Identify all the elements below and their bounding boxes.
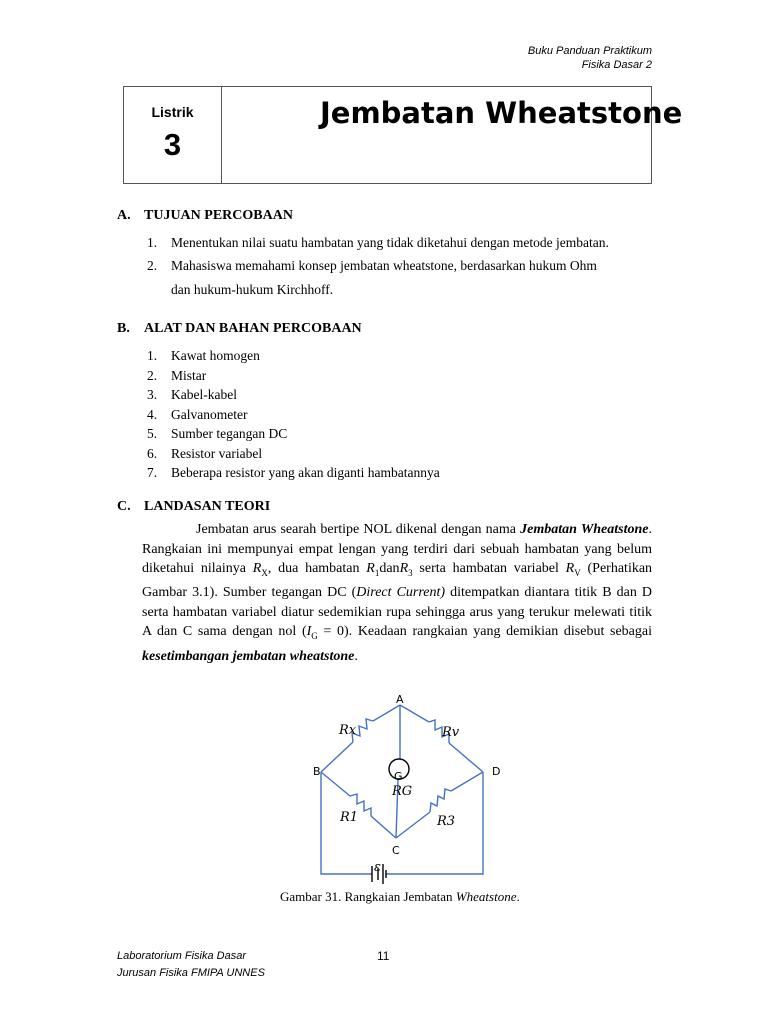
text-run: . Rangkaian ini mempunyai empat lengan yang terdiri dari sebuah hambatan yang belum diketahui nilainya bbox=[142, 522, 652, 576]
section-a-title: TUJUAN PERCOBAAN bbox=[144, 208, 293, 223]
list-item bbox=[145, 254, 615, 302]
caption-suffix: . bbox=[516, 889, 520, 904]
list-item-text: Kabel-kabel bbox=[171, 387, 237, 402]
text-run: , dua hambatan bbox=[267, 561, 360, 576]
wire-d-r3 bbox=[451, 772, 483, 791]
text-run: = 0). Keadaan rangkaian yang demikian disebut sebagai bbox=[317, 624, 652, 640]
text-run: ( bbox=[301, 624, 307, 640]
list-item-number: 2. bbox=[147, 258, 158, 273]
list-item-number: 1. bbox=[147, 235, 158, 250]
page-number: 11 bbox=[377, 949, 390, 963]
list-item-text: Galvanometer bbox=[171, 406, 248, 422]
symbol-subscript: X bbox=[261, 567, 268, 578]
list-item bbox=[145, 424, 625, 444]
resistor-r3 bbox=[430, 789, 451, 812]
rg-label: RG bbox=[392, 784, 413, 799]
wire-r3-c bbox=[396, 812, 430, 838]
section-c-letter: C. bbox=[117, 499, 131, 514]
term-direct-current: Direct Current) bbox=[356, 585, 446, 601]
caption-text: Gambar 31. Rangkaian Jembatan bbox=[280, 889, 453, 904]
list-item-text: Beberapa resistor yang akan diganti hambatannya bbox=[171, 465, 440, 480]
list-item-text: Sumber tegangan DC bbox=[171, 426, 288, 441]
wire-rv-d bbox=[449, 743, 483, 772]
theory-paragraph bbox=[142, 520, 652, 666]
footer-line-1: Laboratorium Fisika Dasar bbox=[117, 950, 246, 962]
caption-italic: Wheatstone bbox=[455, 889, 517, 904]
r1-label: R1 bbox=[340, 810, 359, 825]
symbol-r: R bbox=[366, 561, 375, 576]
chapter-label: Listrik bbox=[151, 104, 194, 120]
list-item bbox=[145, 463, 625, 483]
section-a-heading bbox=[117, 208, 293, 224]
list-item-text: Resistor variabel bbox=[171, 445, 263, 461]
list-item-number: 3. bbox=[147, 387, 158, 402]
list-item-text: Kawat homogen bbox=[171, 348, 260, 363]
section-a-letter: A. bbox=[117, 208, 131, 223]
wire-rx-b bbox=[321, 742, 353, 772]
text-run: serta hambatan variabel bbox=[419, 561, 559, 576]
list-item-number: 2. bbox=[147, 367, 158, 383]
r3-label: R3 bbox=[437, 814, 456, 829]
chapter-title: Jembatan Wheatstone bbox=[320, 96, 683, 130]
section-c-title: LANDASAN TEORI bbox=[144, 499, 271, 514]
wire-a-rv bbox=[400, 705, 429, 722]
section-a-list bbox=[145, 234, 615, 302]
running-header bbox=[528, 44, 652, 72]
emf-label: ε bbox=[374, 860, 381, 875]
list-item bbox=[145, 346, 625, 366]
footer-line-2: Jurusan Fisika FMIPA UNNES bbox=[117, 967, 265, 979]
node-a-label: A bbox=[396, 693, 404, 706]
text-run: Jembatan arus searah bertipe NOL dikenal dengan nama bbox=[196, 522, 517, 537]
node-d-label: D bbox=[492, 765, 500, 778]
text-run: ditempatkan diantara titik B dan D serta hambatan variabel diatur sedemikian rupa sehingga arus yang terukur melewati titik A dan C sama dengan nol bbox=[142, 585, 652, 640]
list-item-number: 1. bbox=[147, 348, 158, 363]
list-item bbox=[145, 444, 625, 464]
chapter-number: 3 bbox=[163, 127, 182, 162]
list-item bbox=[145, 366, 625, 386]
symbol-subscript: 3 bbox=[408, 567, 413, 578]
term-kesetimbangan: kesetimbangan jembatan wheatstone bbox=[142, 648, 355, 664]
footer-institution bbox=[117, 948, 265, 982]
figure-caption bbox=[280, 889, 520, 905]
symbol-r: R bbox=[565, 561, 575, 576]
list-item-number: 7. bbox=[147, 465, 158, 480]
list-item-text: Mahasiswa memahami konsep jembatan wheatstone, berdasarkan hukum Ohm dan hukum-hukum Kirchhoff. bbox=[171, 258, 597, 297]
section-b-heading bbox=[117, 321, 362, 337]
term-jembatan-wheatstone: Jembatan Wheatstone bbox=[520, 522, 649, 537]
title-box-divider bbox=[221, 87, 222, 183]
list-item bbox=[145, 234, 615, 251]
wheatstone-circuit-diagram bbox=[300, 688, 500, 888]
text-run: (Perhatikan Gambar 3.1). Sumber tegangan DC ( bbox=[142, 561, 653, 601]
wire-b-r1 bbox=[321, 772, 350, 796]
section-b-list bbox=[145, 346, 625, 483]
symbol-subscript: V bbox=[574, 567, 581, 578]
header-line-2: Fisika Dasar 2 bbox=[581, 59, 652, 71]
wire-r1-c bbox=[371, 816, 396, 838]
rx-label: Rx bbox=[339, 723, 357, 738]
symbol-subscript: 1 bbox=[374, 567, 380, 578]
wire-a-rx bbox=[373, 705, 400, 721]
rv-label: Rv bbox=[442, 725, 460, 740]
list-item bbox=[145, 385, 625, 405]
symbol-subscript: G bbox=[311, 631, 318, 642]
list-item-text: Menentukan nilai suatu hambatan yang tidak diketahui dengan metode jembatan. bbox=[171, 235, 609, 250]
text-run: dan bbox=[379, 561, 400, 576]
node-c-label: C bbox=[392, 844, 400, 857]
list-item-number: 6. bbox=[147, 445, 158, 461]
galvanometer-label: G bbox=[394, 770, 403, 783]
symbol-r: R bbox=[252, 561, 262, 576]
list-item bbox=[145, 405, 625, 425]
list-item-number: 4. bbox=[147, 406, 158, 422]
header-line-1: Buku Panduan Praktikum bbox=[527, 45, 652, 57]
node-b-label: B bbox=[313, 765, 321, 778]
list-item-number: 5. bbox=[147, 426, 158, 441]
list-item-text: Mistar bbox=[171, 367, 207, 383]
section-b-letter: B. bbox=[117, 321, 130, 336]
text-run: . bbox=[354, 648, 358, 664]
section-b-title: ALAT DAN BAHAN PERCOBAAN bbox=[144, 321, 362, 336]
section-c-heading bbox=[117, 499, 270, 515]
symbol-i: I bbox=[306, 624, 312, 640]
symbol-r: R bbox=[399, 561, 409, 576]
